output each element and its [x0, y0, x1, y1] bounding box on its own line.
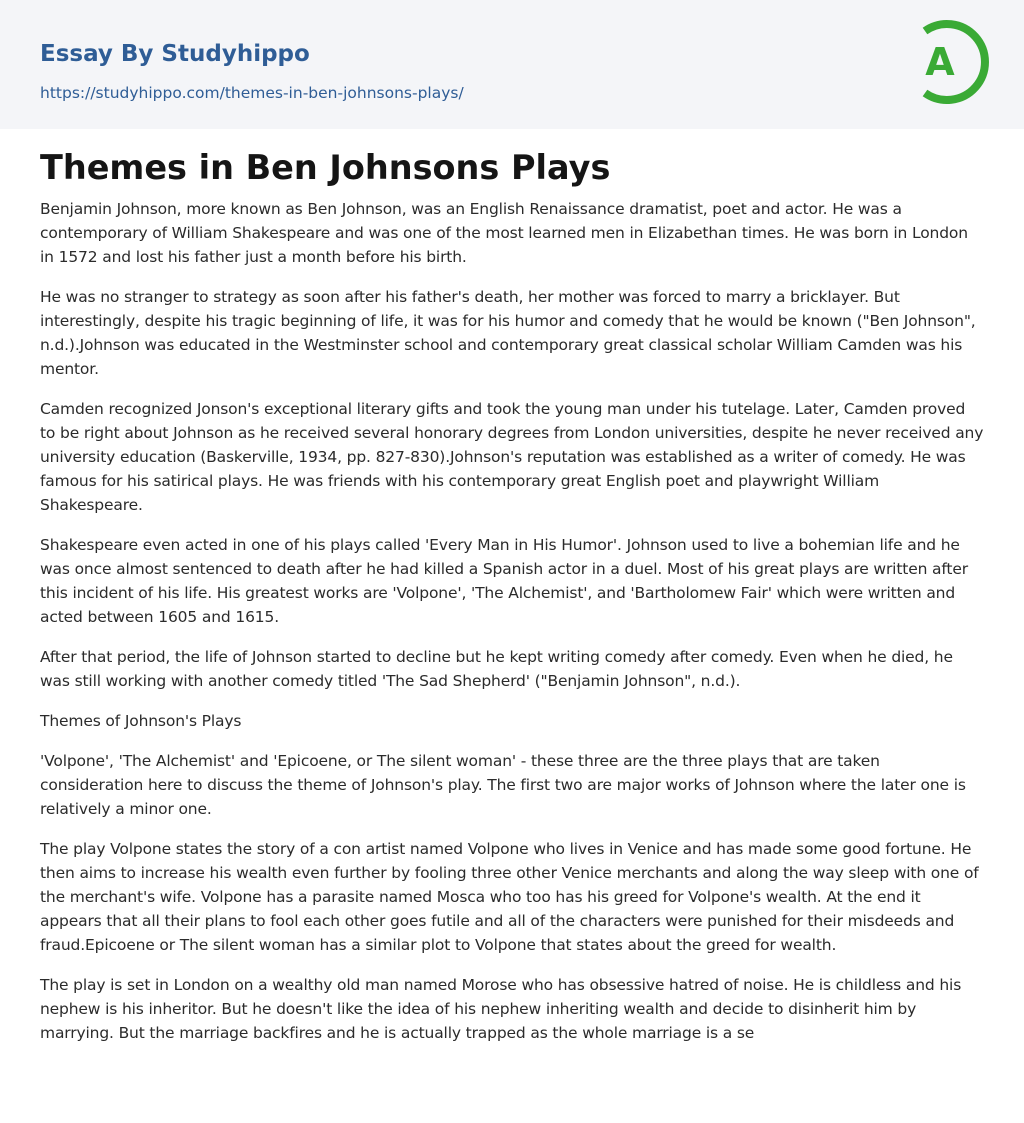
site-header: [0, 0, 1024, 129]
paragraph: The play is set in London on a wealthy old man named Morose who has obsessive hatred of noise. He is childless and his nephew is his inheritor. But he doesn't like the idea of his nephew inheriting wealth and decide to disinherit him by marrying. But the marriage backfires and he is actually trapped as the whole marriage is a se: [40, 976, 962, 1042]
section-heading: Themes of Johnson's Plays: [40, 712, 242, 730]
paragraph: The play Volpone states the story of a con artist named Volpone who lives in Venice and has made some good fortune. He then aims to increase his wealth even further by fooling three other Venice merchants and along the way sleep with one of the merchant's wife. Volpone has a parasite named Mosca who too has his greed for Volpone's wealth. At the end it appears that all their plans to fool each other goes futile and all of the characters were punished for their misdeeds and fraud.Epicoene or The silent woman has a similar plot to Volpone that states about the greed for wealth.: [40, 840, 979, 954]
paragraph: After that period, the life of Johnson started to decline but he kept writing comedy after comedy. Even when he died, he was still working with another comedy titled 'The Sad Shepherd' ("Benjamin Johnson", n.d.).: [40, 648, 953, 690]
paragraph: He was no stranger to strategy as soon after his father's death, her mother was forced to marry a bricklayer. But interestingly, despite his tragic beginning of life, it was for his humor and comedy that he would be known ("Ben Johnson", n.d.).Johnson was educated in the Westminster school and contemporary great classical scholar William Camden was his mentor.: [40, 288, 976, 378]
studyhippo-logo-icon[interactable]: [906, 17, 992, 107]
paragraph: Camden recognized Jonson's exceptional literary gifts and took the young man under his tutelage. Later, Camden proved to be right about Johnson as he received several honorary degrees from London universities, despite he never received any university education (Baskerville, 1934, pp. 827-830).Johnson's reputation was established as a writer of comedy. He was famous for his satirical plays. He was friends with his contemporary great English poet and playwright William Shakespeare.: [40, 400, 984, 514]
paragraph: Benjamin Johnson, more known as Ben Johnson, was an English Renaissance dramatist, poet and actor. He was a contemporary of William Shakespeare and was one of the most learned men in Elizabethan times. He was born in London in 1572 and lost his father just a month before his birth.: [40, 200, 968, 266]
logo-letter: A: [925, 40, 955, 84]
page-title: Themes in Ben Johnsons Plays: [40, 148, 611, 187]
paragraph: Shakespeare even acted in one of his plays called 'Every Man in His Humor'. Johnson used to live a bohemian life and he was once almost sentenced to death after he had killed a Spanish actor in a duel. Most of his great plays are written after this incident of his life. His greatest works are 'Volpone', 'The Alchemist', and 'Bartholomew Fair' which were written and acted between 1605 and 1615.: [40, 536, 968, 626]
article-url-link[interactable]: https://studyhippo.com/themes-in-ben-johnsons-plays/: [40, 84, 464, 102]
site-brand[interactable]: Essay By Studyhippo: [40, 41, 310, 67]
article: [40, 144, 984, 1061]
paragraph: 'Volpone', 'The Alchemist' and 'Epicoene, or The silent woman' - these three are the three plays that are taken consideration here to discuss the theme of Johnson's play. The first two are major works of Johnson where the later one is relatively a minor one.: [40, 752, 966, 818]
